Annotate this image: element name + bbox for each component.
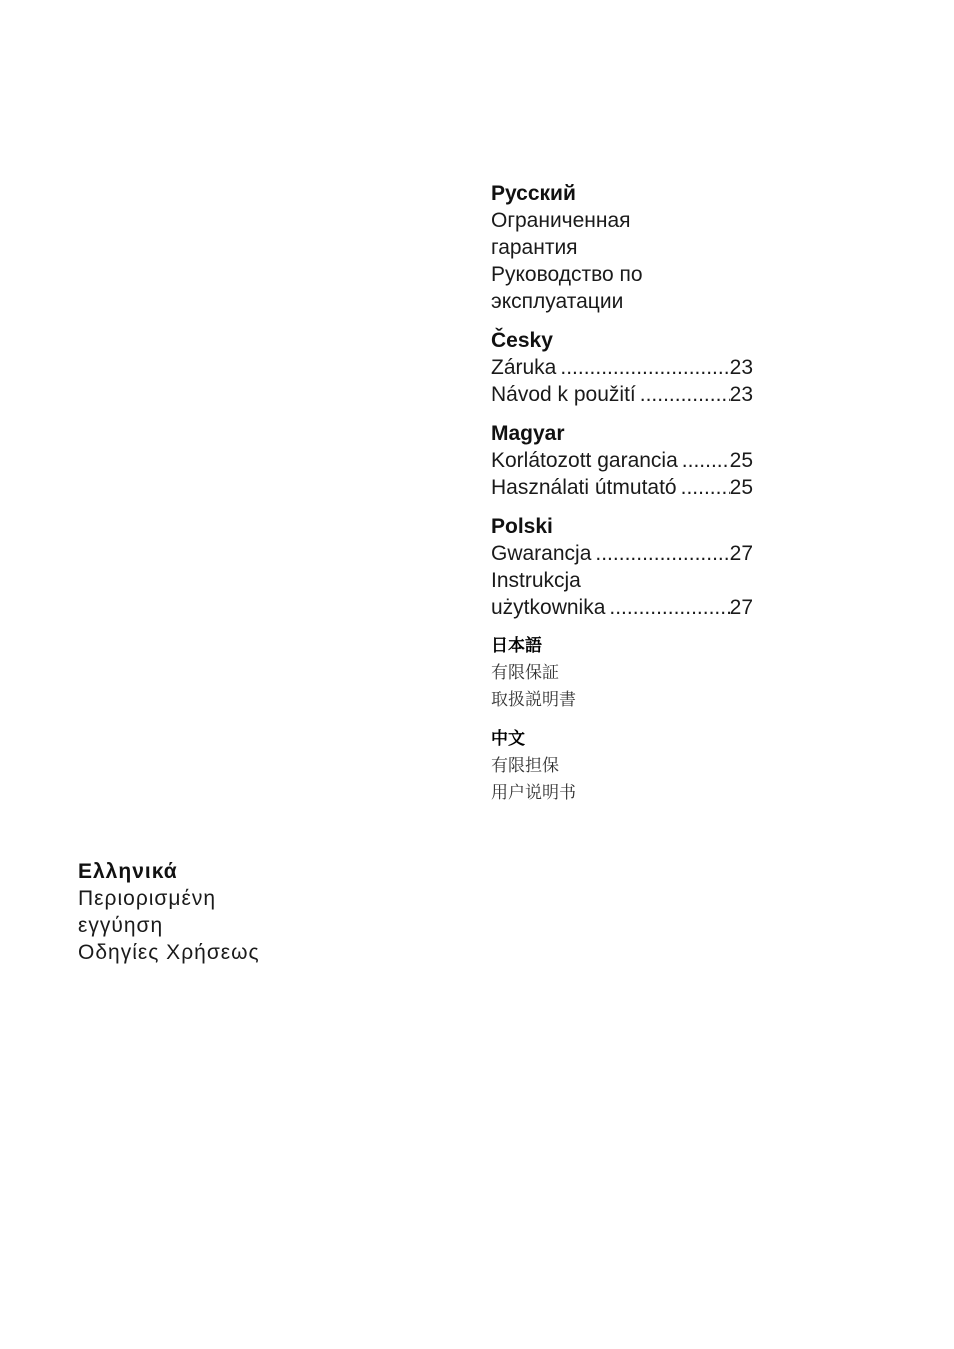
toc-entry-hungarian-manual — [491, 474, 753, 501]
section-heading-greek: Ελληνικά — [78, 860, 178, 883]
section-greek — [78, 858, 378, 966]
chinese-line-1: 有限担保 — [491, 756, 559, 776]
toc-page-number: 27 — [729, 542, 753, 565]
section-chinese — [491, 726, 753, 807]
toc-entry-polish-manual — [491, 594, 753, 621]
section-czech — [491, 327, 753, 408]
greek-line-2: εγγύηση — [78, 914, 164, 937]
greek-line-3: Οδηγίες Χρήσεως — [78, 941, 260, 964]
russian-line-4: эксплуатации — [491, 290, 624, 313]
toc-entry-hungarian-warranty — [491, 447, 753, 474]
section-heading-russian: Русский — [491, 182, 576, 205]
section-russian — [491, 180, 753, 315]
toc-entry-label: Korlátozott garancia — [491, 449, 678, 472]
russian-line-3: Руководство по — [491, 263, 643, 286]
section-hungarian — [491, 420, 753, 501]
toc-entry-label: Használati útmutató — [491, 476, 677, 499]
russian-line-1: Ограниченная — [491, 209, 631, 232]
toc-entry-label: Gwarancja — [491, 542, 592, 565]
toc-leader-dots — [560, 354, 729, 381]
toc-page-number: 23 — [729, 356, 753, 379]
toc-leader-dots — [682, 447, 730, 474]
section-heading-chinese: 中文 — [491, 729, 525, 749]
toc-leader-dots — [609, 594, 729, 621]
toc-right-column — [491, 180, 753, 819]
toc-entry-label: Návod k použití — [491, 383, 636, 406]
toc-page-number: 27 — [729, 596, 753, 619]
toc-page-number: 23 — [729, 383, 753, 406]
japanese-line-2: 取扱説明書 — [491, 690, 576, 710]
toc-entry-polish-warranty — [491, 540, 753, 567]
toc-entry-polish-manual-first-line: Instrukcja — [491, 569, 581, 592]
section-japanese — [491, 633, 753, 714]
greek-line-1: Περιορισμένη — [78, 887, 217, 910]
toc-left-column — [78, 858, 378, 978]
section-heading-polish: Polski — [491, 515, 553, 538]
toc-entry-czech-manual — [491, 381, 753, 408]
toc-leader-dots — [595, 540, 729, 567]
toc-entry-czech-warranty — [491, 354, 753, 381]
toc-entry-label: Záruka — [491, 356, 557, 379]
section-heading-czech: Česky — [491, 329, 553, 352]
section-heading-japanese: 日本語 — [491, 636, 542, 656]
toc-entry-label: użytkownika — [491, 596, 606, 619]
toc-page-number: 25 — [729, 449, 753, 472]
section-heading-hungarian: Magyar — [491, 422, 565, 445]
section-polish — [491, 513, 753, 621]
toc-leader-dots — [640, 381, 730, 408]
russian-line-2: гарантия — [491, 236, 578, 259]
toc-leader-dots — [681, 474, 730, 501]
japanese-line-1: 有限保証 — [491, 663, 559, 683]
toc-page-number: 25 — [729, 476, 753, 499]
chinese-line-2: 用户说明书 — [491, 783, 576, 803]
